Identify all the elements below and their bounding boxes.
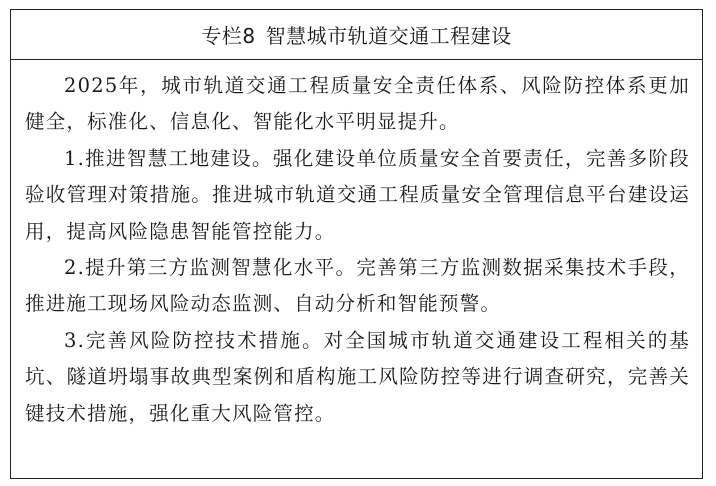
box-content: [11, 60, 702, 432]
box-title-bar: [11, 10, 702, 60]
item-3-paragraph: 3.完善风险防控技术措施。对全国城市轨道交通建设工程相关的基坑、隧道坍塌事故典型案例和盾构施工风险防控等进行调查研究，完善关键技术措施，强化重大风险管控。: [25, 328, 690, 425]
item-1-paragraph: 1.推进智慧工地建设。强化建设单位质量安全首要责任，完善多阶段验收管理对策措施。推进城市轨道交通工程质量安全管理信息平台建设运用，提高风险隐患智能管控能力。: [25, 146, 690, 243]
box-label: 专栏8: [201, 24, 256, 48]
intro-paragraph: 2025年，城市轨道交通工程质量安全责任体系、风险防控体系更加健全，标准化、信息化、智能化水平明显提升。: [25, 74, 690, 134]
box-title: 智慧城市轨道交通工程建设: [265, 24, 512, 48]
item-2-paragraph: 2.提升第三方监测智慧化水平。完善第三方监测数据采集技术手段，推进施工现场风险动态监测、自动分析和智能预警。: [25, 256, 690, 316]
sidebar-box: [10, 9, 703, 479]
